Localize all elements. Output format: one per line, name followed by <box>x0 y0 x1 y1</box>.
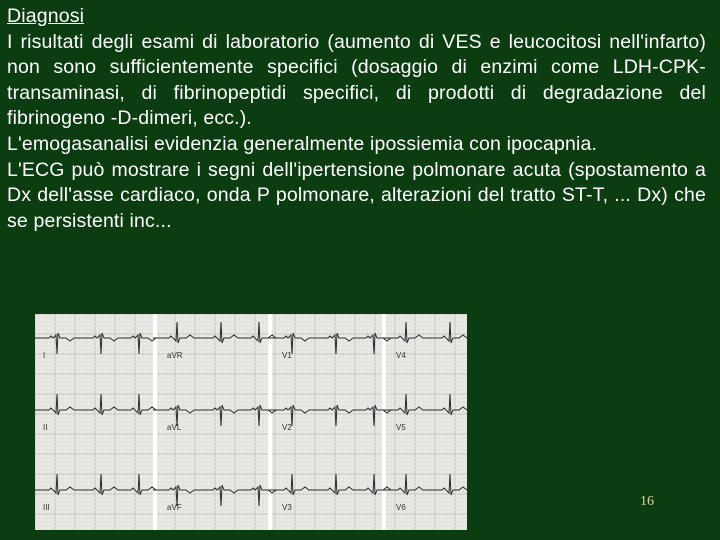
paragraph-ecg: L'ECG può mostrare i segni dell'ipertensione polmonare acuta (spostamento a Dx dell'asse cardiaco, onda P polmonare, alterazioni del tratto ST-T, ... Dx) che se persistenti inc... <box>7 158 706 232</box>
ecg-lead-label: V4 <box>396 351 406 360</box>
ecg-tracing <box>35 314 467 530</box>
paragraph-lab-results: I risultati degli esami di laboratorio (aumento di VES e leucocitosi nell'infarto) non sono sufficientemente specifici (dosaggio di enzimi come LDH-CPK-transaminasi, di fibrinopeptidi specifici, di prodotti di degradazione del fibrinogeno -D-dimeri, ecc.). <box>7 30 706 130</box>
ecg-lead-label: V1 <box>282 351 292 360</box>
ecg-image <box>35 314 467 530</box>
ecg-lead-label: aVL <box>167 423 182 432</box>
ecg-trace-avr <box>155 322 276 343</box>
ecg-lead-label: aVR <box>167 351 183 360</box>
slide-title: Diagnosi <box>7 5 85 27</box>
ecg-trace-ii <box>35 394 156 415</box>
ecg-trace-i <box>35 333 156 354</box>
ecg-trace-v4 <box>384 322 467 343</box>
slide-body <box>7 4 706 234</box>
ecg-column-divider <box>382 314 386 530</box>
page-number: 16 <box>640 494 654 509</box>
ecg-lead-label: aVF <box>167 503 182 512</box>
ecg-lead-label: I <box>43 351 46 360</box>
paragraph-blood-gas: L'emogasanalisi evidenzia generalmente ipossiemia con ipocapnia. <box>7 132 598 155</box>
ecg-trace-iii <box>35 474 156 495</box>
ecg-lead-label: V5 <box>396 423 406 432</box>
ecg-lead-label: V3 <box>282 503 292 512</box>
ecg-column-divider <box>268 314 272 530</box>
ecg-lead-label: V2 <box>282 423 292 432</box>
ecg-lead-label: II <box>43 423 48 432</box>
ecg-lead-label: III <box>43 503 50 512</box>
ecg-trace-v6 <box>384 474 467 495</box>
ecg-trace-v3 <box>270 474 391 495</box>
ecg-trace-v5 <box>384 394 467 415</box>
ecg-lead-label: V6 <box>396 503 406 512</box>
ecg-column-divider <box>153 314 157 530</box>
